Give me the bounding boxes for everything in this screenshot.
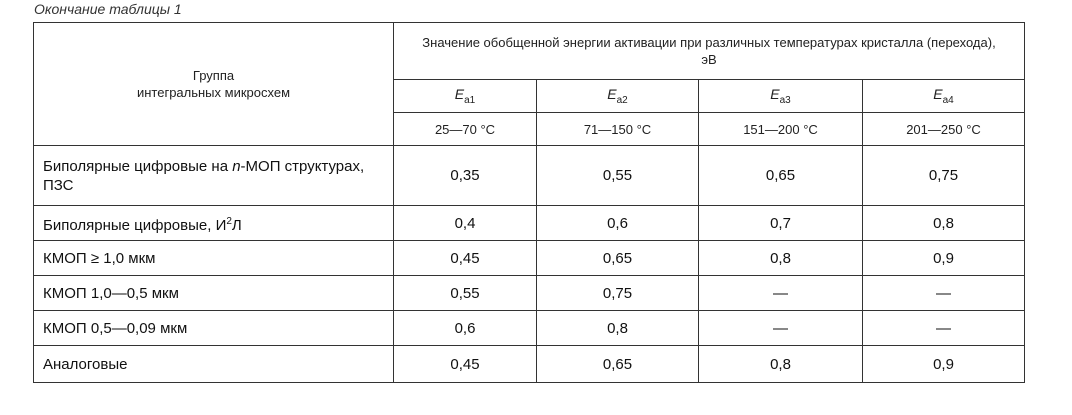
group-cell: Биполярные цифровые, $И^2Л$ [34, 206, 394, 241]
value-cell: 0,8 [863, 206, 1025, 241]
symbol-ea4: $E_{a4}$ [863, 80, 1025, 113]
table-row [34, 346, 1025, 383]
group-cell: КМОП ≥ 1,0 мкм [34, 241, 394, 276]
value-cell: 0,4 [394, 206, 537, 241]
value-cell: 0,65 [699, 146, 863, 206]
value-cell: 0,55 [394, 276, 537, 311]
value-cell: 0,8 [537, 311, 699, 346]
activation-energy-table [33, 22, 1025, 383]
value-cell: 0,8 [699, 346, 863, 383]
value-cell: 0,6 [537, 206, 699, 241]
value-cell: 0,45 [394, 241, 537, 276]
group-header-line2: интегральных микросхем [136, 85, 291, 100]
value-cell: 0,45 [394, 346, 537, 383]
symbol-ea2: $E_{a2}$ [537, 80, 699, 113]
symbol-ea3: $E_{a3}$ [699, 80, 863, 113]
group-cell: Биполярные цифровые на n-МОП структурах, ПЗС [34, 146, 394, 206]
energy-header: Значение обобщенной энергии активации при различных температурах кристалла (перехода), эВ [394, 23, 1025, 80]
group-header-line1: Группа [192, 68, 235, 83]
value-cell: 0,9 [863, 346, 1025, 383]
temperature-range: 151—200 °C [699, 113, 863, 146]
table-row [34, 241, 1025, 276]
table-row [34, 276, 1025, 311]
temperature-range: 71—150 °C [537, 113, 699, 146]
group-cell: Аналоговые [34, 346, 394, 383]
temperature-range: 25—70 °C [394, 113, 537, 146]
value-cell: 0,65 [537, 346, 699, 383]
value-cell: — [863, 276, 1025, 311]
group-cell: КМОП 1,0—0,5 мкм [34, 276, 394, 311]
value-cell: 0,75 [863, 146, 1025, 206]
value-cell: 0,8 [699, 241, 863, 276]
value-cell: — [699, 276, 863, 311]
table-row [34, 311, 1025, 346]
value-cell: 0,55 [537, 146, 699, 206]
group-column-header [34, 23, 394, 146]
table-row [34, 206, 1025, 241]
value-cell: — [863, 311, 1025, 346]
group-cell: КМОП 0,5—0,09 мкм [34, 311, 394, 346]
table-caption: Окончание таблицы 1 [34, 1, 182, 17]
value-cell: — [699, 311, 863, 346]
value-cell: 0,6 [394, 311, 537, 346]
value-cell: 0,35 [394, 146, 537, 206]
temperature-range: 201—250 °C [863, 113, 1025, 146]
value-cell: 0,7 [699, 206, 863, 241]
symbol-ea1: $E_{a1}$ [394, 80, 537, 113]
value-cell: 0,65 [537, 241, 699, 276]
value-cell: 0,75 [537, 276, 699, 311]
table-row [34, 146, 1025, 206]
value-cell: 0,9 [863, 241, 1025, 276]
